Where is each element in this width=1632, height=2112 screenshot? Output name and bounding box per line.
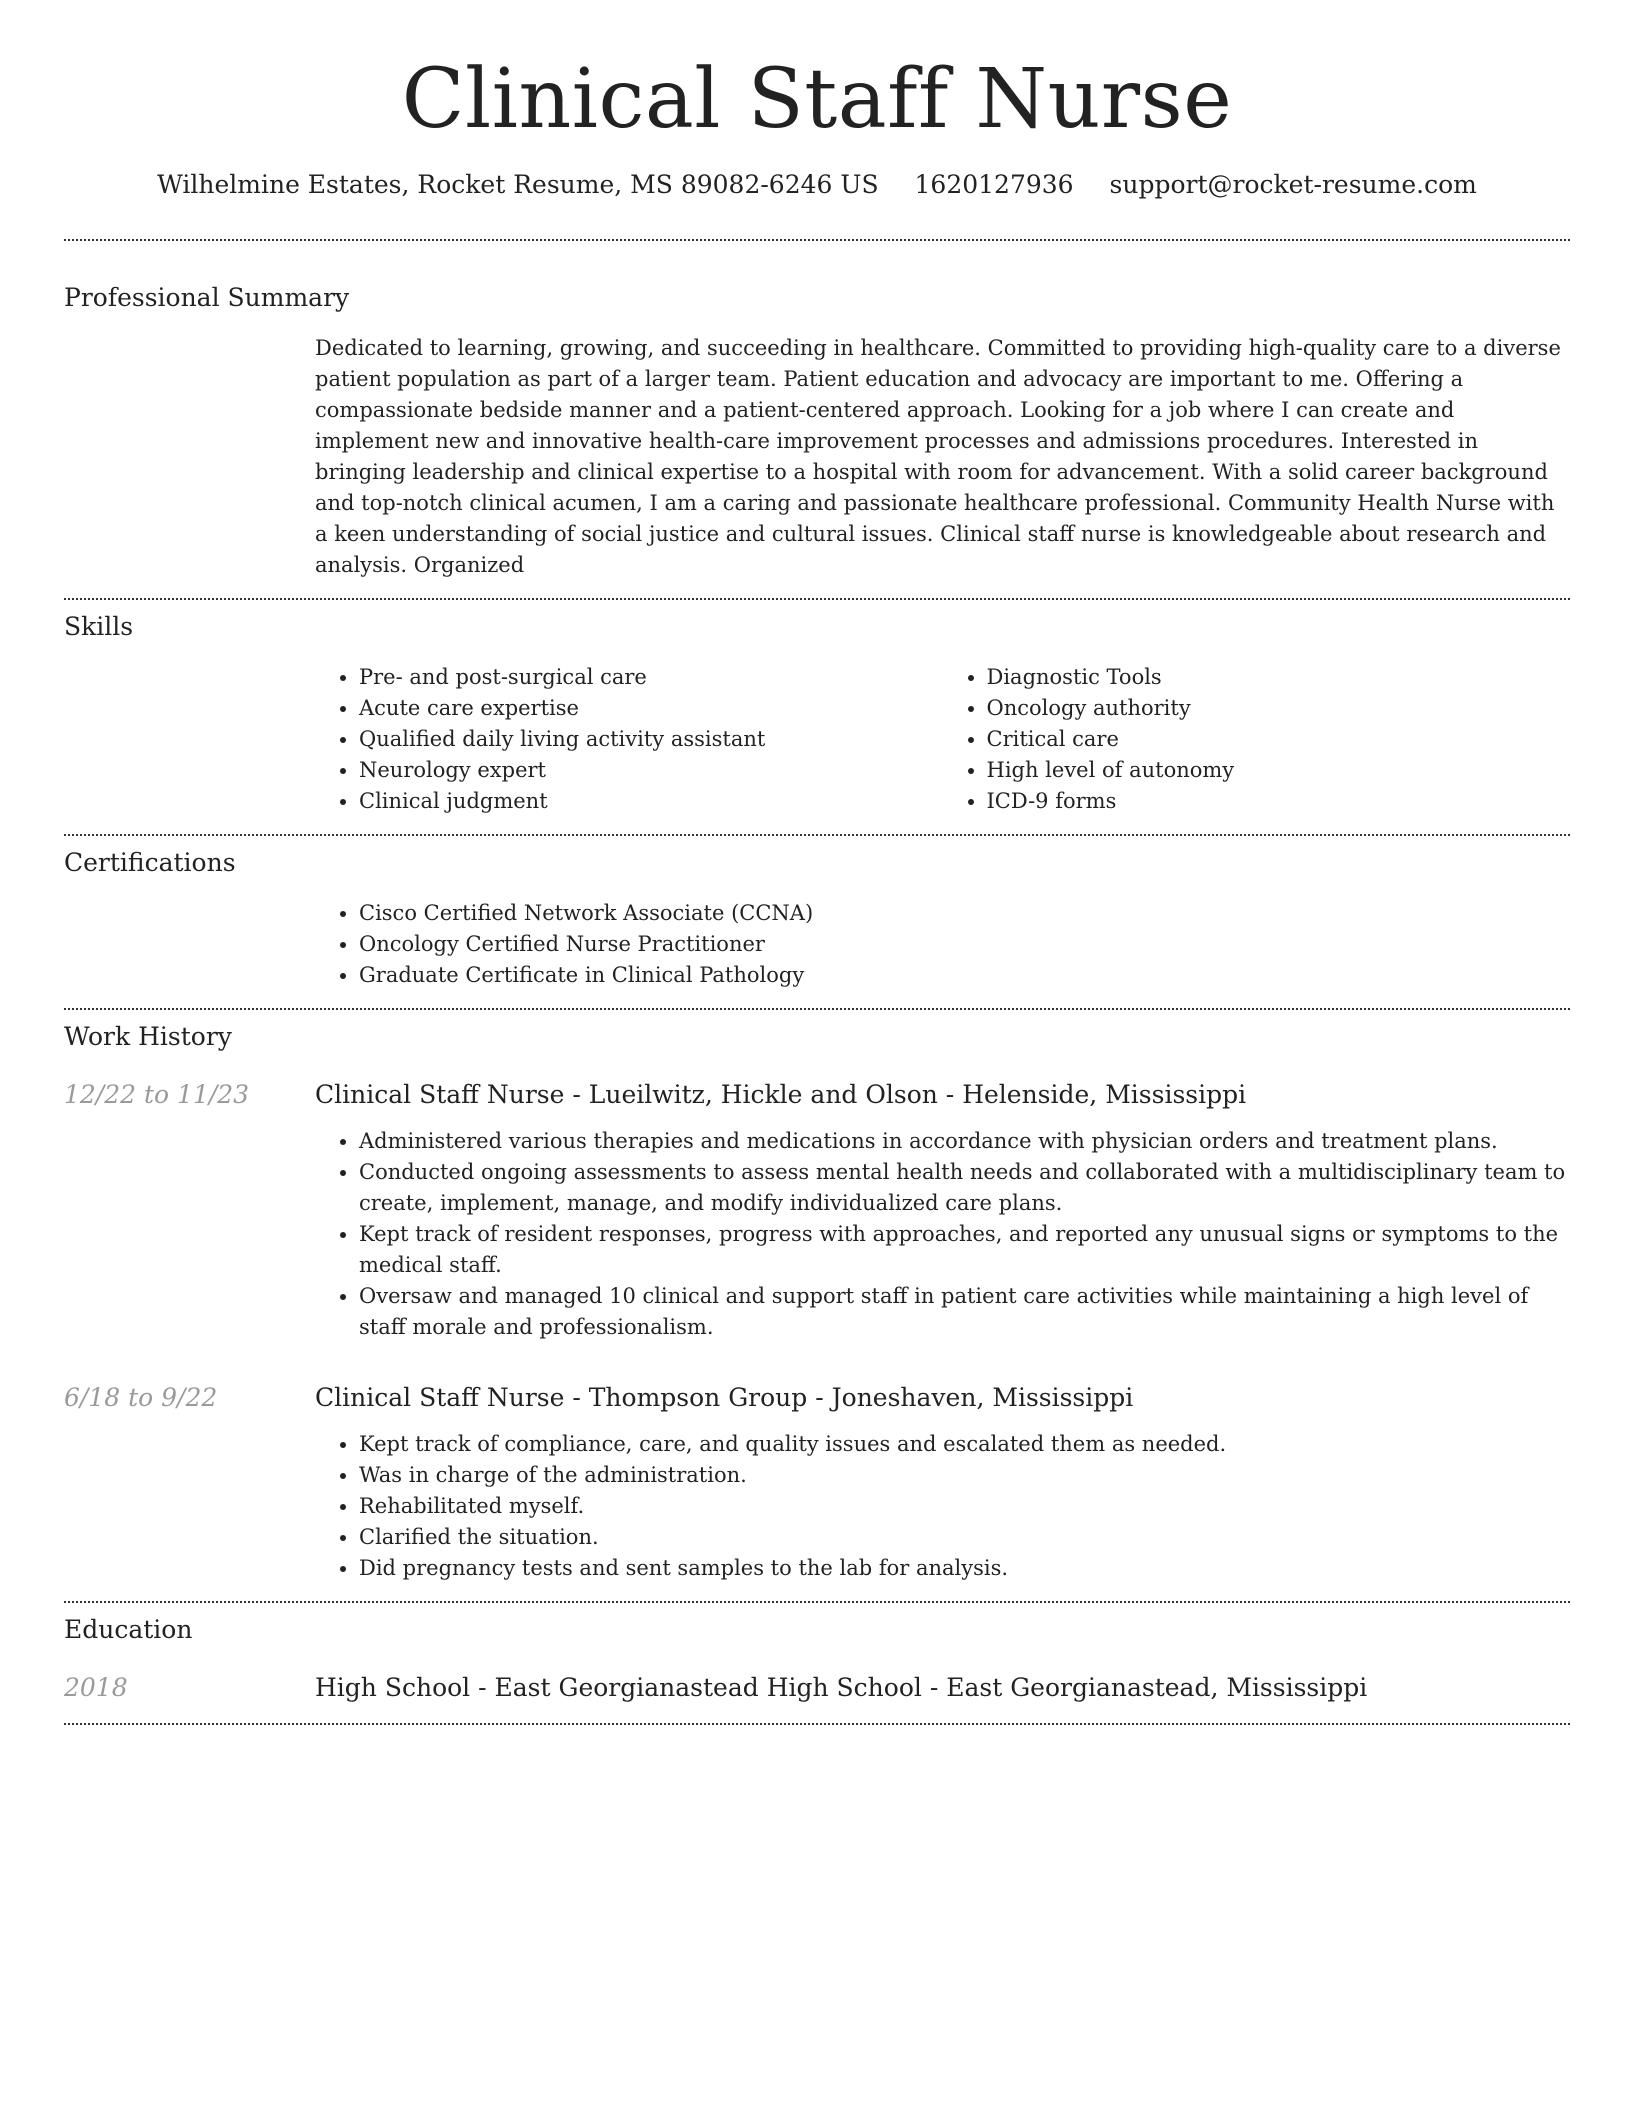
divider [64, 1723, 1570, 1725]
job-bullet: • Administered various therapies and medications in accordance with physician orders and treatment plans. [359, 1126, 1570, 1157]
certification-item: • Cisco Certified Network Associate (CCNA) [359, 898, 1570, 929]
job-bullet: • Kept track of compliance, care, and quality issues and escalated them as needed. [359, 1429, 1570, 1460]
section-title-education: Education [64, 1615, 193, 1644]
job-bullet: • Did pregnancy tests and sent samples to the lab for analysis. [359, 1553, 1570, 1584]
job-bullet: • Kept track of resident responses, progress with approaches, and reported any unusual signs or symptoms to the medical staff. [359, 1219, 1570, 1281]
summary-section [64, 241, 1570, 581]
section-title-work: Work History [64, 1022, 232, 1051]
skill-item: • Clinical judgment [359, 786, 943, 817]
contact-address: Wilhelmine Estates, Rocket Resume, MS 89082-6246 US [157, 170, 879, 199]
skill-item: • Neurology expert [359, 755, 943, 786]
skill-item: • Oncology authority [987, 693, 1571, 724]
job-heading: Clinical Staff Nurse - Lueilwitz, Hickle and Olson - Helenside, Mississippi [315, 1080, 1247, 1109]
job-bullet: • Conducted ongoing assessments to assess mental health needs and collaborated with a multidisciplinary team to create, implement, manage, and modify individualized care plans. [359, 1157, 1570, 1219]
skill-item: • Diagnostic Tools [987, 662, 1571, 693]
job-bullet: • Was in charge of the administration. [359, 1460, 1570, 1491]
education-heading: High School - East Georgianastead High School - East Georgianastead, Mississippi [315, 1673, 1368, 1702]
certification-item: • Graduate Certificate in Clinical Pathology [359, 960, 1570, 991]
skill-item: • Acute care expertise [359, 693, 943, 724]
education-section [64, 1603, 1570, 1705]
job-entry [64, 1078, 1570, 1343]
job-bullets [315, 1126, 1570, 1343]
job-bullet: • Clarified the situation. [359, 1522, 1570, 1553]
section-title-skills: Skills [64, 612, 134, 641]
section-title-summary: Professional Summary [64, 283, 350, 312]
skill-item: • ICD-9 forms [987, 786, 1571, 817]
job-bullet: • Oversaw and managed 10 clinical and support staff in patient care activities while maintaining a high level of staff morale and professionalism. [359, 1281, 1570, 1343]
skills-list-right [943, 662, 1571, 817]
resume-page [64, 0, 1570, 1725]
resume-name: Clinical Staff Nurse [401, 52, 1233, 147]
certifications-section [64, 836, 1570, 991]
contact-line [64, 168, 1570, 202]
skill-item: • High level of autonomy [987, 755, 1571, 786]
skill-item: • Qualified daily living activity assistant [359, 724, 943, 755]
education-entry [64, 1671, 1570, 1705]
job-bullet: • Rehabilitated myself. [359, 1491, 1570, 1522]
skill-item: • Pre- and post-surgical care [359, 662, 943, 693]
work-section [64, 1010, 1570, 1584]
summary-text: Dedicated to learning, growing, and succeeding in healthcare. Committed to providing high-quality care to a diverse patient population as part of a larger team. Patient education and advocacy are important to me. Offering a compassionate bedside manner and a patient-centered approach. Looking for a job where I can create and implement new and innovative health-care improvement processes and admissions procedures. Interested in bringing leadership and clinical expertise to a hospital with room for advancement. With a solid career background and top-notch clinical acumen, I am a caring and passionate healthcare professional. Community Health Nurse with a keen understanding of social justice and cultural issues. Clinical staff nurse is knowledgeable about research and analysis. Organized [315, 336, 1561, 577]
job-dates: 6/18 to 9/22 [64, 1383, 218, 1412]
job-entry [64, 1381, 1570, 1584]
contact-phone: 1620127936 [914, 170, 1074, 199]
skills-list-left [315, 662, 943, 817]
section-title-certifications: Certifications [64, 848, 236, 877]
job-bullets [315, 1429, 1570, 1584]
education-year: 2018 [64, 1673, 128, 1702]
skill-item: • Critical care [987, 724, 1571, 755]
job-dates: 12/22 to 11/23 [64, 1080, 250, 1109]
job-heading: Clinical Staff Nurse - Thompson Group - Joneshaven, Mississippi [315, 1383, 1134, 1412]
contact-email: support@rocket-resume.com [1109, 170, 1477, 199]
certifications-list [315, 898, 1570, 991]
skills-section [64, 600, 1570, 817]
certification-item: • Oncology Certified Nurse Practitioner [359, 929, 1570, 960]
